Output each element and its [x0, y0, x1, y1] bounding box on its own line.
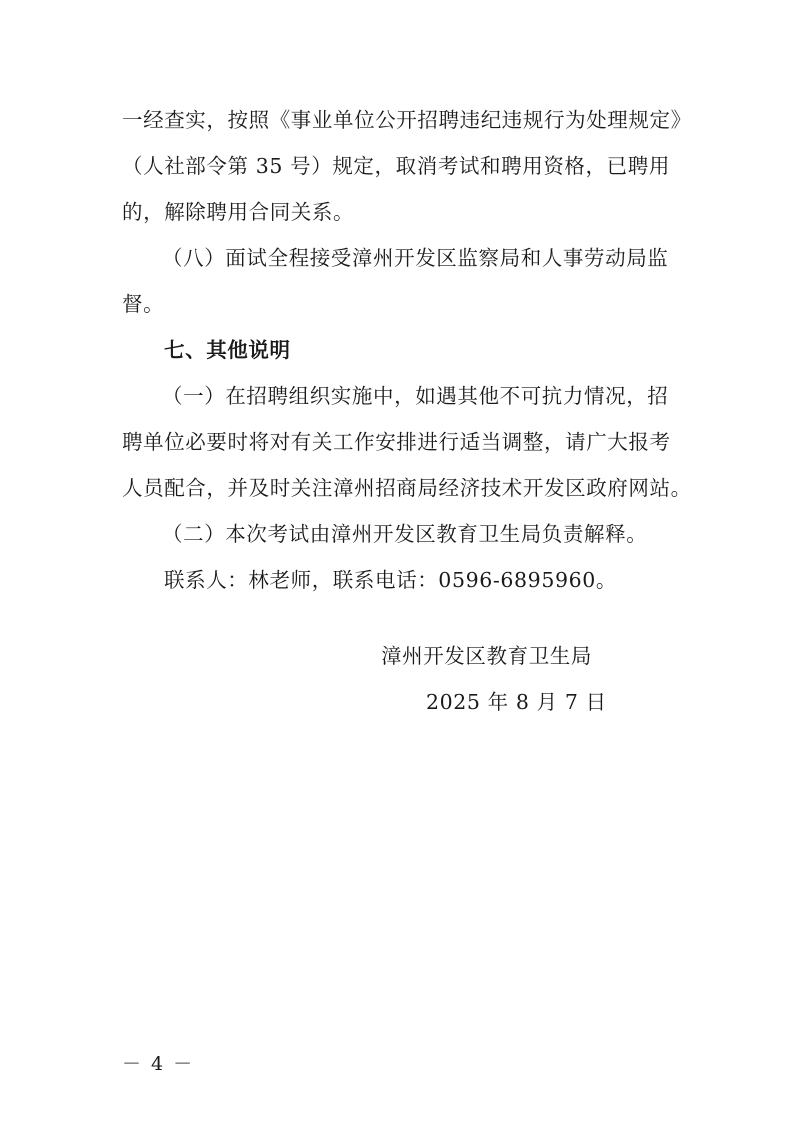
section-heading: 七、其他说明: [164, 338, 291, 362]
signature-organization: 漳州开发区教育卫生局: [381, 644, 592, 668]
body-line-1: 一经查实，按照《事业单位公开招聘违纪违规行为处理规定》: [122, 108, 692, 132]
body-line-10: （二）本次考试由漳州开发区教育卫生局负责解释。: [162, 522, 648, 546]
signature-date: 2025 年 8 月 7 日: [426, 690, 607, 714]
body-line-9: 人员配合，并及时关注漳州招商局经济技术开发区政府网站。: [122, 476, 692, 500]
body-line-4: （八）面试全程接受漳州开发区监察局和人事劳动局监: [162, 246, 669, 270]
body-line-8: 聘单位必要时将对有关工作安排进行适当调整，请广大报考: [122, 430, 671, 454]
page-number: － 4 －: [122, 1053, 195, 1075]
body-line-7: （一）在招聘组织实施中，如遇其他不可抗力情况，招: [162, 384, 669, 408]
body-line-2: （人社部令第 35 号）规定，取消考试和聘用资格，已聘用: [122, 154, 670, 178]
body-line-5: 督。: [122, 292, 165, 316]
contact-line: 联系人：林老师，联系电话：0596-6895960。: [164, 568, 617, 592]
body-line-3: 的，解除聘用合同关系。: [122, 200, 355, 224]
